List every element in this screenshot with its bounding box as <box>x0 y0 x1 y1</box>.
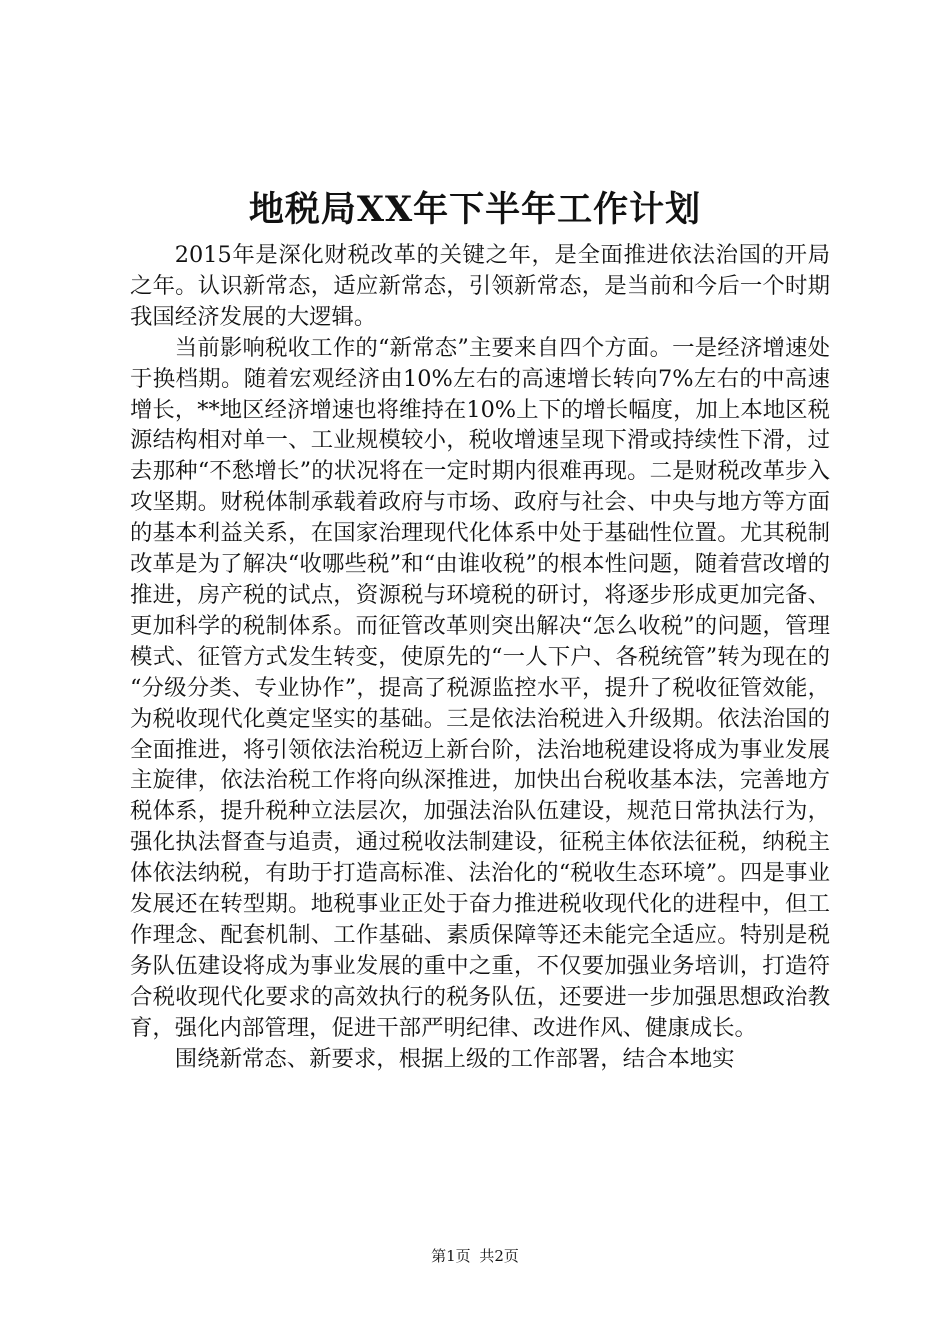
page-number-current: 第1页 <box>431 1247 471 1265</box>
paragraph-2: 当前影响税收工作的“新常态”主要来自四个方面。一是经济增速处于换档期。随着宏观经济由10%左右的高速增长转向7%左右的中高速增长，**地区经济增速也将维持在10%上下的增长幅度，加上本地区税源结构相对单一、工业规模较小，税收增速呈现下滑或持续性下滑，过去那种“不愁增长”的状况将在一定时期内很难再现。二是财税改革步入攻坚期。财税体制承载着政府与市场、政府与社会、中央与地方等方面的基本利益关系，在国家治理现代化体系中处于基础性位置。尤其税制改革是为了解决“收哪些税”和“由谁收税”的根本性问题，随着营改增的推进，房产税的试点，资源税与环境税的研讨，将逐步形成更加完备、更加科学的税制体系。而征管改革则突出解决“怎么收税”的问题，管理模式、征管方式发生转变，使原先的“一人下户、各税统管”转为现在的“分级分类、专业协作”，提高了税源监控水平，提升了税收征管效能，为税收现代化奠定坚实的基础。三是依法治税进入升级期。依法治国的全面推进，将引领依法治税迈上新台阶，法治地税建设将成为事业发展主旋律，依法治税工作将向纵深推进，加快出台税收基本法，完善地方税体系，提升税种立法层次，加强法治队伍建设，规范日常执法行为，强化执法督查与追责，通过税收法制建设，征税主体依法征税，纳税主体依法纳税，有助于打造高标准、法治化的“税收生态环境”。四是事业发展还在转型期。地税事业正处于奋力推进税收现代化的进程中，但工作理念、配套机制、工作基础、素质保障等还未能完全适应。特别是税务队伍建设将成为事业发展的重中之重，不仅要加强业务培训，打造符合税收现代化要求的高效执行的税务队伍，还要进一步加强思想政治教育，强化内部管理，促进干部严明纪律、改进作风、健康成长。 <box>130 334 830 1041</box>
page-number-total: 共2页 <box>479 1247 519 1265</box>
document-body <box>130 240 830 1074</box>
paragraph-3: 围绕新常态、新要求，根据上级的工作部署，结合本地实 <box>174 1045 735 1072</box>
page-footer <box>0 1246 950 1266</box>
paragraph-1: 2015年是深化财税改革的关键之年，是全面推进依法治国的开局之年。认识新常态，适应新常态，引领新常态，是当前和今后一个时期我国经济发展的大逻辑。 <box>130 242 830 330</box>
document-title: 地税局XX年下半年工作计划 <box>248 189 702 230</box>
